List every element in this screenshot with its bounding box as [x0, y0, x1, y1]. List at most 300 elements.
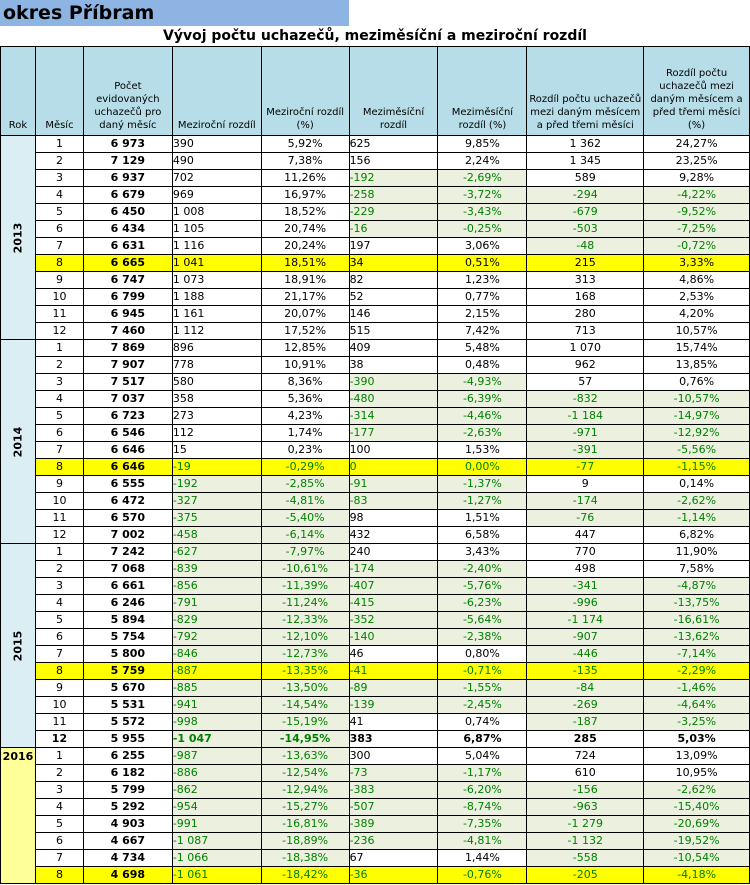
count-cell[interactable]: 6 679 — [83, 187, 172, 204]
yoy-pct-cell[interactable]: -7,97% — [261, 544, 349, 561]
month-cell[interactable]: 5 — [35, 408, 83, 425]
diff3-cell[interactable]: -76 — [527, 510, 644, 527]
month-cell[interactable]: 12 — [35, 527, 83, 544]
mom-diff-cell[interactable]: -177 — [349, 425, 438, 442]
yoy-pct-cell[interactable]: 12,85% — [261, 340, 349, 357]
diff3-cell[interactable]: 713 — [527, 323, 644, 340]
count-cell[interactable]: 7 460 — [83, 323, 172, 340]
month-cell[interactable]: 3 — [35, 170, 83, 187]
yoy-diff-cell[interactable]: -1 066 — [172, 850, 261, 867]
count-cell[interactable]: 5 799 — [83, 782, 172, 799]
mom-pct-cell[interactable]: 6,58% — [438, 527, 527, 544]
month-cell[interactable]: 12 — [35, 323, 83, 340]
diff3-pct-cell[interactable]: -13,75% — [644, 595, 750, 612]
diff3-pct-cell[interactable]: -3,25% — [644, 714, 750, 731]
month-cell[interactable]: 4 — [35, 595, 83, 612]
yoy-pct-cell[interactable]: 5,36% — [261, 391, 349, 408]
mom-pct-cell[interactable]: -6,39% — [438, 391, 527, 408]
mom-pct-cell[interactable]: -1,55% — [438, 680, 527, 697]
yoy-diff-cell[interactable]: 1 188 — [172, 289, 261, 306]
yoy-pct-cell[interactable]: -14,95% — [261, 731, 349, 748]
count-cell[interactable]: 6 631 — [83, 238, 172, 255]
month-cell[interactable]: 2 — [35, 561, 83, 578]
month-cell[interactable]: 11 — [35, 714, 83, 731]
month-cell[interactable]: 11 — [35, 510, 83, 527]
mom-pct-cell[interactable]: 7,42% — [438, 323, 527, 340]
yoy-diff-cell[interactable]: -627 — [172, 544, 261, 561]
diff3-cell[interactable]: -679 — [527, 204, 644, 221]
mom-diff-cell[interactable]: 197 — [349, 238, 438, 255]
year-cell[interactable] — [1, 544, 36, 748]
yoy-pct-cell[interactable]: -15,19% — [261, 714, 349, 731]
month-cell[interactable]: 5 — [35, 204, 83, 221]
yoy-pct-cell[interactable]: 18,52% — [261, 204, 349, 221]
diff3-pct-cell[interactable]: 4,86% — [644, 272, 750, 289]
mom-diff-cell[interactable]: 240 — [349, 544, 438, 561]
mom-diff-cell[interactable]: -91 — [349, 476, 438, 493]
mom-diff-cell[interactable]: 82 — [349, 272, 438, 289]
yoy-pct-cell[interactable]: 1,74% — [261, 425, 349, 442]
yoy-pct-cell[interactable]: -18,38% — [261, 850, 349, 867]
count-cell[interactable]: 6 570 — [83, 510, 172, 527]
mom-pct-cell[interactable]: 3,06% — [438, 238, 527, 255]
header-yoy-pct[interactable]: Meziroční rozdíl (%) — [261, 47, 349, 136]
mom-diff-cell[interactable]: -390 — [349, 374, 438, 391]
yoy-pct-cell[interactable]: -0,29% — [261, 459, 349, 476]
mom-pct-cell[interactable]: 0,74% — [438, 714, 527, 731]
count-cell[interactable]: 6 246 — [83, 595, 172, 612]
yoy-diff-cell[interactable]: 969 — [172, 187, 261, 204]
diff3-cell[interactable]: -907 — [527, 629, 644, 646]
count-cell[interactable]: 6 747 — [83, 272, 172, 289]
mom-diff-cell[interactable]: -192 — [349, 170, 438, 187]
yoy-pct-cell[interactable]: -12,73% — [261, 646, 349, 663]
mom-diff-cell[interactable]: -174 — [349, 561, 438, 578]
mom-pct-cell[interactable]: -2,45% — [438, 697, 527, 714]
mom-pct-cell[interactable]: -1,27% — [438, 493, 527, 510]
yoy-diff-cell[interactable]: 1 105 — [172, 221, 261, 238]
diff3-cell[interactable]: -1 279 — [527, 816, 644, 833]
yoy-pct-cell[interactable]: -15,27% — [261, 799, 349, 816]
mom-pct-cell[interactable]: -4,46% — [438, 408, 527, 425]
diff3-pct-cell[interactable]: 10,57% — [644, 323, 750, 340]
mom-diff-cell[interactable]: 300 — [349, 748, 438, 765]
month-cell[interactable]: 2 — [35, 357, 83, 374]
mom-diff-cell[interactable]: -480 — [349, 391, 438, 408]
diff3-cell[interactable]: 498 — [527, 561, 644, 578]
count-cell[interactable]: 5 572 — [83, 714, 172, 731]
month-cell[interactable]: 5 — [35, 612, 83, 629]
count-cell[interactable]: 5 670 — [83, 680, 172, 697]
yoy-diff-cell[interactable]: 580 — [172, 374, 261, 391]
mom-pct-cell[interactable]: 5,04% — [438, 748, 527, 765]
yoy-pct-cell[interactable]: -2,85% — [261, 476, 349, 493]
diff3-cell[interactable]: -135 — [527, 663, 644, 680]
month-cell[interactable]: 9 — [35, 272, 83, 289]
mom-pct-cell[interactable]: -3,43% — [438, 204, 527, 221]
count-cell[interactable]: 6 937 — [83, 170, 172, 187]
mom-pct-cell[interactable]: 0,51% — [438, 255, 527, 272]
count-cell[interactable]: 6 434 — [83, 221, 172, 238]
count-cell[interactable]: 7 869 — [83, 340, 172, 357]
mom-diff-cell[interactable]: -407 — [349, 578, 438, 595]
yoy-pct-cell[interactable]: 18,91% — [261, 272, 349, 289]
diff3-pct-cell[interactable]: 23,25% — [644, 153, 750, 170]
month-cell[interactable]: 7 — [35, 442, 83, 459]
count-cell[interactable]: 5 800 — [83, 646, 172, 663]
mom-diff-cell[interactable]: -139 — [349, 697, 438, 714]
header-mom-diff[interactable]: Meziměsíční rozdíl — [349, 47, 438, 136]
yoy-diff-cell[interactable]: -458 — [172, 527, 261, 544]
diff3-cell[interactable]: 589 — [527, 170, 644, 187]
mom-diff-cell[interactable]: -258 — [349, 187, 438, 204]
mom-diff-cell[interactable]: 38 — [349, 357, 438, 374]
diff3-pct-cell[interactable]: 10,95% — [644, 765, 750, 782]
diff3-cell[interactable]: 962 — [527, 357, 644, 374]
mom-diff-cell[interactable]: -236 — [349, 833, 438, 850]
mom-pct-cell[interactable]: -3,72% — [438, 187, 527, 204]
header-mom-pct[interactable]: Meziměsíční rozdíl (%) — [438, 47, 527, 136]
year-cell[interactable] — [1, 340, 36, 544]
diff3-pct-cell[interactable]: 9,28% — [644, 170, 750, 187]
yoy-diff-cell[interactable]: 273 — [172, 408, 261, 425]
yoy-pct-cell[interactable]: -4,81% — [261, 493, 349, 510]
yoy-pct-cell[interactable]: -13,50% — [261, 680, 349, 697]
diff3-pct-cell[interactable]: -4,18% — [644, 867, 750, 884]
diff3-pct-cell[interactable]: -1,14% — [644, 510, 750, 527]
mom-diff-cell[interactable]: 146 — [349, 306, 438, 323]
diff3-cell[interactable]: -963 — [527, 799, 644, 816]
diff3-pct-cell[interactable]: -10,54% — [644, 850, 750, 867]
count-cell[interactable]: 6 555 — [83, 476, 172, 493]
mom-diff-cell[interactable]: 432 — [349, 527, 438, 544]
mom-diff-cell[interactable]: -415 — [349, 595, 438, 612]
yoy-diff-cell[interactable]: 390 — [172, 136, 261, 153]
diff3-cell[interactable]: -187 — [527, 714, 644, 731]
mom-pct-cell[interactable]: 1,53% — [438, 442, 527, 459]
yoy-diff-cell[interactable]: -839 — [172, 561, 261, 578]
mom-pct-cell[interactable]: 0,00% — [438, 459, 527, 476]
yoy-pct-cell[interactable]: -11,24% — [261, 595, 349, 612]
diff3-pct-cell[interactable]: 11,90% — [644, 544, 750, 561]
yoy-diff-cell[interactable]: 702 — [172, 170, 261, 187]
diff3-pct-cell[interactable]: 0,14% — [644, 476, 750, 493]
diff3-pct-cell[interactable]: -2,29% — [644, 663, 750, 680]
month-cell[interactable]: 5 — [35, 816, 83, 833]
month-cell[interactable]: 2 — [35, 765, 83, 782]
mom-diff-cell[interactable]: -383 — [349, 782, 438, 799]
diff3-pct-cell[interactable]: -0,72% — [644, 238, 750, 255]
diff3-pct-cell[interactable]: 7,58% — [644, 561, 750, 578]
yoy-diff-cell[interactable]: 1 112 — [172, 323, 261, 340]
diff3-cell[interactable]: 215 — [527, 255, 644, 272]
count-cell[interactable]: 7 517 — [83, 374, 172, 391]
diff3-cell[interactable]: -1 174 — [527, 612, 644, 629]
count-cell[interactable]: 4 734 — [83, 850, 172, 867]
mom-diff-cell[interactable]: 41 — [349, 714, 438, 731]
diff3-pct-cell[interactable]: -5,56% — [644, 442, 750, 459]
mom-pct-cell[interactable]: 9,85% — [438, 136, 527, 153]
yoy-pct-cell[interactable]: -16,81% — [261, 816, 349, 833]
count-cell[interactable]: 6 450 — [83, 204, 172, 221]
diff3-pct-cell[interactable]: -15,40% — [644, 799, 750, 816]
count-cell[interactable]: 5 531 — [83, 697, 172, 714]
count-cell[interactable]: 5 955 — [83, 731, 172, 748]
yoy-pct-cell[interactable]: -12,54% — [261, 765, 349, 782]
count-cell[interactable]: 6 723 — [83, 408, 172, 425]
mom-diff-cell[interactable]: -83 — [349, 493, 438, 510]
year-cell[interactable] — [1, 748, 36, 884]
yoy-diff-cell[interactable]: -991 — [172, 816, 261, 833]
yoy-diff-cell[interactable]: -987 — [172, 748, 261, 765]
mom-diff-cell[interactable]: 67 — [349, 850, 438, 867]
yoy-diff-cell[interactable]: 1 161 — [172, 306, 261, 323]
mom-pct-cell[interactable]: -0,25% — [438, 221, 527, 238]
diff3-pct-cell[interactable]: -1,15% — [644, 459, 750, 476]
count-cell[interactable]: 4 698 — [83, 867, 172, 884]
mom-pct-cell[interactable]: 3,43% — [438, 544, 527, 561]
yoy-diff-cell[interactable]: 490 — [172, 153, 261, 170]
diff3-pct-cell[interactable]: -12,92% — [644, 425, 750, 442]
yoy-diff-cell[interactable]: -1 061 — [172, 867, 261, 884]
yoy-pct-cell[interactable]: 4,23% — [261, 408, 349, 425]
month-cell[interactable]: 3 — [35, 782, 83, 799]
month-cell[interactable]: 2 — [35, 153, 83, 170]
yoy-diff-cell[interactable]: 778 — [172, 357, 261, 374]
diff3-cell[interactable]: -341 — [527, 578, 644, 595]
mom-pct-cell[interactable]: -2,69% — [438, 170, 527, 187]
diff3-cell[interactable]: 1 362 — [527, 136, 644, 153]
mom-pct-cell[interactable]: -2,63% — [438, 425, 527, 442]
mom-diff-cell[interactable]: 34 — [349, 255, 438, 272]
mom-diff-cell[interactable]: -389 — [349, 816, 438, 833]
header-3m-diff[interactable]: Rozdíl počtu uchazečů mezi daným měsícem a před třemi měsíci — [527, 47, 644, 136]
yoy-diff-cell[interactable]: -954 — [172, 799, 261, 816]
yoy-pct-cell[interactable]: 7,38% — [261, 153, 349, 170]
mom-diff-cell[interactable]: 156 — [349, 153, 438, 170]
diff3-pct-cell[interactable]: 15,74% — [644, 340, 750, 357]
yoy-diff-cell[interactable]: 1 073 — [172, 272, 261, 289]
diff3-pct-cell[interactable]: -19,52% — [644, 833, 750, 850]
mom-diff-cell[interactable]: -41 — [349, 663, 438, 680]
header-year[interactable]: Rok — [1, 47, 36, 136]
month-cell[interactable]: 7 — [35, 646, 83, 663]
count-cell[interactable]: 5 894 — [83, 612, 172, 629]
diff3-pct-cell[interactable]: -7,25% — [644, 221, 750, 238]
mom-diff-cell[interactable]: 515 — [349, 323, 438, 340]
yoy-diff-cell[interactable]: -846 — [172, 646, 261, 663]
yoy-pct-cell[interactable]: -10,61% — [261, 561, 349, 578]
diff3-cell[interactable]: -503 — [527, 221, 644, 238]
month-cell[interactable]: 6 — [35, 629, 83, 646]
diff3-pct-cell[interactable]: -10,57% — [644, 391, 750, 408]
yoy-pct-cell[interactable]: 16,97% — [261, 187, 349, 204]
yoy-pct-cell[interactable]: 20,07% — [261, 306, 349, 323]
count-cell[interactable]: 6 973 — [83, 136, 172, 153]
year-cell[interactable] — [1, 136, 36, 340]
diff3-pct-cell[interactable]: -20,69% — [644, 816, 750, 833]
header-count[interactable]: Počet evidovaných uchazečů pro daný měsíc — [83, 47, 172, 136]
yoy-diff-cell[interactable]: 896 — [172, 340, 261, 357]
month-cell[interactable]: 3 — [35, 374, 83, 391]
diff3-cell[interactable]: -156 — [527, 782, 644, 799]
mom-pct-cell[interactable]: -4,81% — [438, 833, 527, 850]
count-cell[interactable]: 5 292 — [83, 799, 172, 816]
yoy-diff-cell[interactable]: -791 — [172, 595, 261, 612]
diff3-pct-cell[interactable]: -7,14% — [644, 646, 750, 663]
diff3-cell[interactable]: -1 132 — [527, 833, 644, 850]
month-cell[interactable]: 7 — [35, 850, 83, 867]
yoy-diff-cell[interactable]: 1 041 — [172, 255, 261, 272]
yoy-pct-cell[interactable]: -12,94% — [261, 782, 349, 799]
month-cell[interactable]: 4 — [35, 187, 83, 204]
header-month[interactable]: Měsíc — [35, 47, 83, 136]
count-cell[interactable]: 6 546 — [83, 425, 172, 442]
diff3-cell[interactable]: -971 — [527, 425, 644, 442]
mom-pct-cell[interactable]: 5,48% — [438, 340, 527, 357]
diff3-pct-cell[interactable]: -2,62% — [644, 782, 750, 799]
count-cell[interactable]: 4 667 — [83, 833, 172, 850]
mom-pct-cell[interactable]: -5,64% — [438, 612, 527, 629]
diff3-pct-cell[interactable]: 13,09% — [644, 748, 750, 765]
yoy-diff-cell[interactable]: -856 — [172, 578, 261, 595]
month-cell[interactable]: 6 — [35, 833, 83, 850]
mom-diff-cell[interactable]: -16 — [349, 221, 438, 238]
count-cell[interactable]: 7 129 — [83, 153, 172, 170]
yoy-pct-cell[interactable]: -12,33% — [261, 612, 349, 629]
mom-pct-cell[interactable]: -6,20% — [438, 782, 527, 799]
mom-diff-cell[interactable]: -140 — [349, 629, 438, 646]
diff3-cell[interactable]: -77 — [527, 459, 644, 476]
month-cell[interactable]: 6 — [35, 221, 83, 238]
mom-diff-cell[interactable]: -352 — [349, 612, 438, 629]
diff3-cell[interactable]: -269 — [527, 697, 644, 714]
yoy-pct-cell[interactable]: -12,10% — [261, 629, 349, 646]
diff3-pct-cell[interactable]: -14,97% — [644, 408, 750, 425]
count-cell[interactable]: 6 472 — [83, 493, 172, 510]
diff3-cell[interactable]: 280 — [527, 306, 644, 323]
diff3-pct-cell[interactable]: 13,85% — [644, 357, 750, 374]
month-cell[interactable]: 12 — [35, 731, 83, 748]
mom-pct-cell[interactable]: -1,17% — [438, 765, 527, 782]
diff3-pct-cell[interactable]: -2,62% — [644, 493, 750, 510]
count-cell[interactable]: 6 255 — [83, 748, 172, 765]
yoy-diff-cell[interactable]: 1 116 — [172, 238, 261, 255]
mom-diff-cell[interactable]: 0 — [349, 459, 438, 476]
yoy-diff-cell[interactable]: -19 — [172, 459, 261, 476]
count-cell[interactable]: 6 945 — [83, 306, 172, 323]
diff3-cell[interactable]: 1 070 — [527, 340, 644, 357]
month-cell[interactable]: 9 — [35, 680, 83, 697]
month-cell[interactable]: 4 — [35, 799, 83, 816]
mom-pct-cell[interactable]: 0,77% — [438, 289, 527, 306]
diff3-pct-cell[interactable]: 5,03% — [644, 731, 750, 748]
diff3-pct-cell[interactable]: 24,27% — [644, 136, 750, 153]
diff3-pct-cell[interactable]: -4,64% — [644, 697, 750, 714]
month-cell[interactable]: 10 — [35, 493, 83, 510]
diff3-cell[interactable]: -832 — [527, 391, 644, 408]
yoy-pct-cell[interactable]: -11,39% — [261, 578, 349, 595]
yoy-diff-cell[interactable]: -375 — [172, 510, 261, 527]
yoy-diff-cell[interactable]: -941 — [172, 697, 261, 714]
yoy-pct-cell[interactable]: 10,91% — [261, 357, 349, 374]
month-cell[interactable]: 3 — [35, 578, 83, 595]
mom-pct-cell[interactable]: 6,87% — [438, 731, 527, 748]
count-cell[interactable]: 5 754 — [83, 629, 172, 646]
mom-pct-cell[interactable]: -0,76% — [438, 867, 527, 884]
mom-diff-cell[interactable]: -229 — [349, 204, 438, 221]
yoy-pct-cell[interactable]: 11,26% — [261, 170, 349, 187]
yoy-diff-cell[interactable]: -192 — [172, 476, 261, 493]
yoy-pct-cell[interactable]: -13,35% — [261, 663, 349, 680]
diff3-cell[interactable]: 57 — [527, 374, 644, 391]
yoy-pct-cell[interactable]: 21,17% — [261, 289, 349, 306]
diff3-cell[interactable]: 285 — [527, 731, 644, 748]
yoy-pct-cell[interactable]: -5,40% — [261, 510, 349, 527]
yoy-diff-cell[interactable]: -862 — [172, 782, 261, 799]
yoy-pct-cell[interactable]: -6,14% — [261, 527, 349, 544]
mom-pct-cell[interactable]: 2,24% — [438, 153, 527, 170]
count-cell[interactable]: 6 182 — [83, 765, 172, 782]
diff3-cell[interactable]: -996 — [527, 595, 644, 612]
mom-diff-cell[interactable]: 98 — [349, 510, 438, 527]
count-cell[interactable]: 6 646 — [83, 459, 172, 476]
diff3-cell[interactable]: -558 — [527, 850, 644, 867]
yoy-pct-cell[interactable]: 18,51% — [261, 255, 349, 272]
yoy-diff-cell[interactable]: 1 008 — [172, 204, 261, 221]
month-cell[interactable]: 10 — [35, 289, 83, 306]
mom-pct-cell[interactable]: -0,71% — [438, 663, 527, 680]
yoy-pct-cell[interactable]: 20,24% — [261, 238, 349, 255]
month-cell[interactable]: 8 — [35, 663, 83, 680]
mom-diff-cell[interactable]: 383 — [349, 731, 438, 748]
mom-pct-cell[interactable]: -6,23% — [438, 595, 527, 612]
diff3-cell[interactable]: 447 — [527, 527, 644, 544]
diff3-pct-cell[interactable]: 2,53% — [644, 289, 750, 306]
diff3-cell[interactable]: -48 — [527, 238, 644, 255]
yoy-pct-cell[interactable]: 5,92% — [261, 136, 349, 153]
yoy-diff-cell[interactable]: 358 — [172, 391, 261, 408]
diff3-cell[interactable]: -446 — [527, 646, 644, 663]
yoy-diff-cell[interactable]: -327 — [172, 493, 261, 510]
diff3-pct-cell[interactable]: -16,61% — [644, 612, 750, 629]
yoy-pct-cell[interactable]: 17,52% — [261, 323, 349, 340]
yoy-pct-cell[interactable]: 0,23% — [261, 442, 349, 459]
mom-diff-cell[interactable]: 46 — [349, 646, 438, 663]
diff3-cell[interactable]: 770 — [527, 544, 644, 561]
diff3-cell[interactable]: 724 — [527, 748, 644, 765]
count-cell[interactable]: 7 242 — [83, 544, 172, 561]
count-cell[interactable]: 7 068 — [83, 561, 172, 578]
diff3-cell[interactable]: -391 — [527, 442, 644, 459]
diff3-cell[interactable]: -84 — [527, 680, 644, 697]
month-cell[interactable]: 8 — [35, 867, 83, 884]
yoy-diff-cell[interactable]: -792 — [172, 629, 261, 646]
mom-diff-cell[interactable]: 52 — [349, 289, 438, 306]
diff3-pct-cell[interactable]: 4,20% — [644, 306, 750, 323]
yoy-pct-cell[interactable]: -18,89% — [261, 833, 349, 850]
month-cell[interactable]: 1 — [35, 136, 83, 153]
mom-pct-cell[interactable]: -2,40% — [438, 561, 527, 578]
diff3-pct-cell[interactable]: 3,33% — [644, 255, 750, 272]
diff3-pct-cell[interactable]: -9,52% — [644, 204, 750, 221]
diff3-pct-cell[interactable]: -4,87% — [644, 578, 750, 595]
diff3-pct-cell[interactable]: -1,46% — [644, 680, 750, 697]
diff3-pct-cell[interactable]: -4,22% — [644, 187, 750, 204]
yoy-diff-cell[interactable]: -885 — [172, 680, 261, 697]
count-cell[interactable]: 6 665 — [83, 255, 172, 272]
mom-pct-cell[interactable]: -4,93% — [438, 374, 527, 391]
